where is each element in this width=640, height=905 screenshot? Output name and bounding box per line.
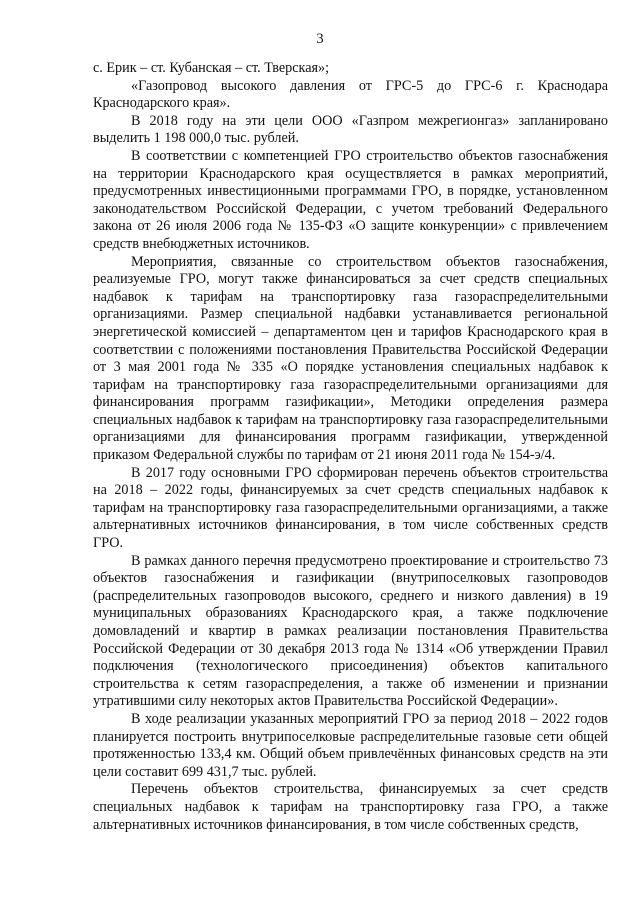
paragraph-5: Мероприятия, связанные со строительством объектов газоснабжения, реализуемые ГРО, могут также финансироваться за счет средств специальных надбавок к тарифам на транспортировку газа газораспределительными организациями. Размер специальной надбавки устанавливается региональной энергетической комиссией – департаментом цен и тарифов Краснодарского края в соответствии с положениями постановления Правительства Российской Федерации от 3 мая 2001 года № 335 «О порядке установления специальных надбавок к тарифам на транспортировку газа газораспределительными организациями для финансирования программ газификации», Методики определения размера специальных надбавок к тарифам на транспортировку газа газораспределительными организациями для финансирования программ газификации, утвержденной приказом Федеральной службы по тарифам от 21 июня 2011 года № 154-э/4. xyxy=(93,253,608,464)
document-body xyxy=(93,60,608,834)
paragraph-8: В ходе реализации указанных мероприятий ГРО за период 2018 – 2022 годов планируется построить внутрипоселковые распределительные газовые сети общей протяженностью 133,4 км. Общий объем привлечённых финансовых средств на эти цели составит 699 431,7 тыс. рублей. xyxy=(93,710,608,780)
paragraph-3: В 2018 году на эти цели ООО «Газпром межрегионгаз» запланировано выделить 1 198 000,0 тыс. рублей. xyxy=(93,112,608,147)
paragraph-6: В 2017 году основными ГРО сформирован перечень объектов строительства на 2018 – 2022 годы, финансируемых за счет средств специальных надбавок к тарифам на транспортировку газа газораспределительными организациями, а также альтернативных источников финансирования, в том числе собственных средств ГРО. xyxy=(93,464,608,552)
paragraph-7: В рамках данного перечня предусмотрено проектирование и строительство 73 объектов газоснабжения и газификации (внутрипоселковых газопроводов (распределительных газопроводов высокого, среднего и низкого давления) в 19 муниципальных образованиях Краснодарского края, а также подключение домовладений и квартир в рамках реализации постановления Правительства Российской Федерации от 30 декабря 2013 года № 1314 «Об утверждении Правил подключения (технологического присоединения) объектов капитального строительства к сетям газораспределения, а также об изменении и признании утратившими силу некоторых актов Правительства Российской Федерации». xyxy=(93,552,608,710)
paragraph-2: «Газопровод высокого давления от ГРС-5 до ГРС-6 г. Краснодара Краснодарского края». xyxy=(93,77,608,112)
paragraph-1: с. Ерик – ст. Кубанская – ст. Тверская»; xyxy=(93,60,330,76)
paragraph-9: Перечень объектов строительства, финансируемых за счет средств специальных надбавок к тарифам на транспортировку газа ГРО, а также альтернативных источников финансирования, в том числе собственных средств, xyxy=(93,781,608,833)
paragraph-4: В соответствии с компетенцией ГРО строительство объектов газоснабжения на территории Краснодарского края осуществляется в рамках мероприятий, предусмотренных инвестиционными программами ГРО, в порядке, установленном законодательством Российской Федерации, с учетом требований Федерального закона от 26 июля 2006 года № 135-ФЗ «О защите конкуренции» с привлечением средств внебюджетных источников. xyxy=(93,147,608,252)
page-number: 3 xyxy=(316,31,324,47)
